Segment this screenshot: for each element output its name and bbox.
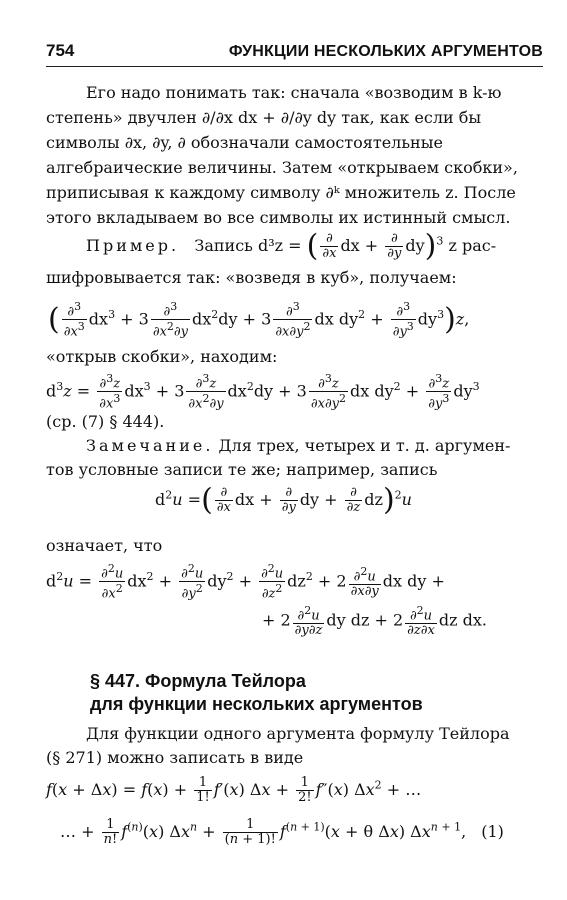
means-line [46, 536, 162, 555]
page-number: 754 [46, 41, 75, 60]
taylor-line-2 [46, 748, 303, 767]
cube-formula: ( $\frac{\partial^3}{\partial x^3}$ $dx^3 + 3$ $\frac{\partial^3}{\partial x^2\partial y}$ $dx^2dy + 3$ $\frac{\partial^3}{\partial x\partial y^2}$ dx $dy^2$ + $\frac{\partial^3}{\partial y^3}$ $dy^3)z$, [48, 300, 470, 340]
note-text-b: тов условные записи те же; например, запись [46, 460, 438, 479]
note-label: Замечание. [86, 436, 214, 455]
taylor-text-a: Для функции одного аргумента формулу Тейлора [86, 724, 510, 743]
paragraph-text: Его надо понимать так: сначала «возводим в k-ю степень» двучлен ∂/∂x dx + ∂/∂y dy так, как если бы символы ∂x, ∂y, ∂ обозначали самостоятельные алгебраические величины. Затем «открываем скобки», приписывая к каждому символу ∂ᵏ множитель z. После этого вкладываем во все символы их истинный смысл. [46, 83, 518, 227]
second-order-notation: $d^2u$ =( ∂ ∂x dx + ∂ ∂y dy + ∂ ∂z dz)$^2$u [155, 482, 412, 518]
taylor-text-b: (§ 271) можно записать в виде [46, 748, 304, 767]
taylor-formula-2: … + $\frac{1}{n!}$ $f^{(n)}(x) \Delta x^n$ + $\frac{1}{(n + 1)!}$ $f^{(n + 1)}(x + \theta$ Δx) $\Delta x^{n + 1}$, (1) [60, 817, 504, 847]
section-title [90, 670, 423, 716]
section-title-line-2: для функции нескольких аргументов [90, 694, 423, 714]
running-title: ФУНКЦИИ НЕСКОЛЬКИХ АРГУМЕНТОВ [228, 43, 543, 60]
example-label: Пример. [86, 236, 180, 255]
paragraph-meaning [46, 80, 543, 230]
example-text-a: Запись d³z = [194, 236, 302, 255]
means-text: означает, что [46, 536, 163, 555]
example-text-b: z рас- [448, 236, 497, 255]
note-line-2 [46, 460, 437, 479]
second-differential-1: $d^2u$ = $\frac{\partial^2u}{\partial x^2}$ $dx^2$ + $\frac{\partial^2u}{\partial y^2}$ $dy^2$ + $\frac{\partial^2u}{\partial z^2}$ $dz^2 + 2$ $\frac{\partial^2u}{\partial x\partial y}$ dx dy + [46, 562, 445, 602]
note-text-a: Для трех, четырех и т. д. аргумен- [218, 436, 511, 455]
reference-text: (ср. (7) § 444). [46, 412, 165, 431]
note-line [46, 436, 510, 455]
taylor-formula-1: f(x + Δx) = f(x) + $\frac{1}{1!}$ f′(x) Δx + $\frac{1}{2!}$ f″(x) $\Delta x^2$ + … [46, 775, 422, 805]
section-title-line-1: § 447. Формула Тейлора [90, 671, 306, 691]
equation-number: (1) [481, 822, 504, 841]
taylor-line [86, 724, 509, 743]
second-differential-2: + 2 $\frac{\partial^2u}{\partial y\partial z}$ dy dz + 2 $\frac{\partial^2u}{\partial z\partial x}$ dz dx. [262, 604, 487, 639]
example-line: Пример. Запись d³z = ( ∂ ∂x dx + ∂ ∂y dy)$^3$ z рас- [86, 228, 497, 264]
example-text-c: шифровывается так: «возведя в куб», получаем: [46, 268, 457, 287]
expanded-formula: $d^3z$ = $\frac{\partial^3z}{\partial x^3}$ $dx^3 + 3$ $\frac{\partial^3z}{\partial x^2\partial y}$ $dx^2dy + 3$ $\frac{\partial^3z}{\partial x\partial y^2}$ dx $dy^2$ + $\frac{\partial^3z}{\partial y^3}$ $dy^3$ [46, 372, 480, 412]
open-brackets-text: «открыв скобки», находим: [46, 347, 278, 366]
open-brackets-line [46, 347, 277, 366]
page-header [46, 36, 543, 67]
example-line-2 [46, 268, 457, 287]
reference-line [46, 412, 164, 431]
